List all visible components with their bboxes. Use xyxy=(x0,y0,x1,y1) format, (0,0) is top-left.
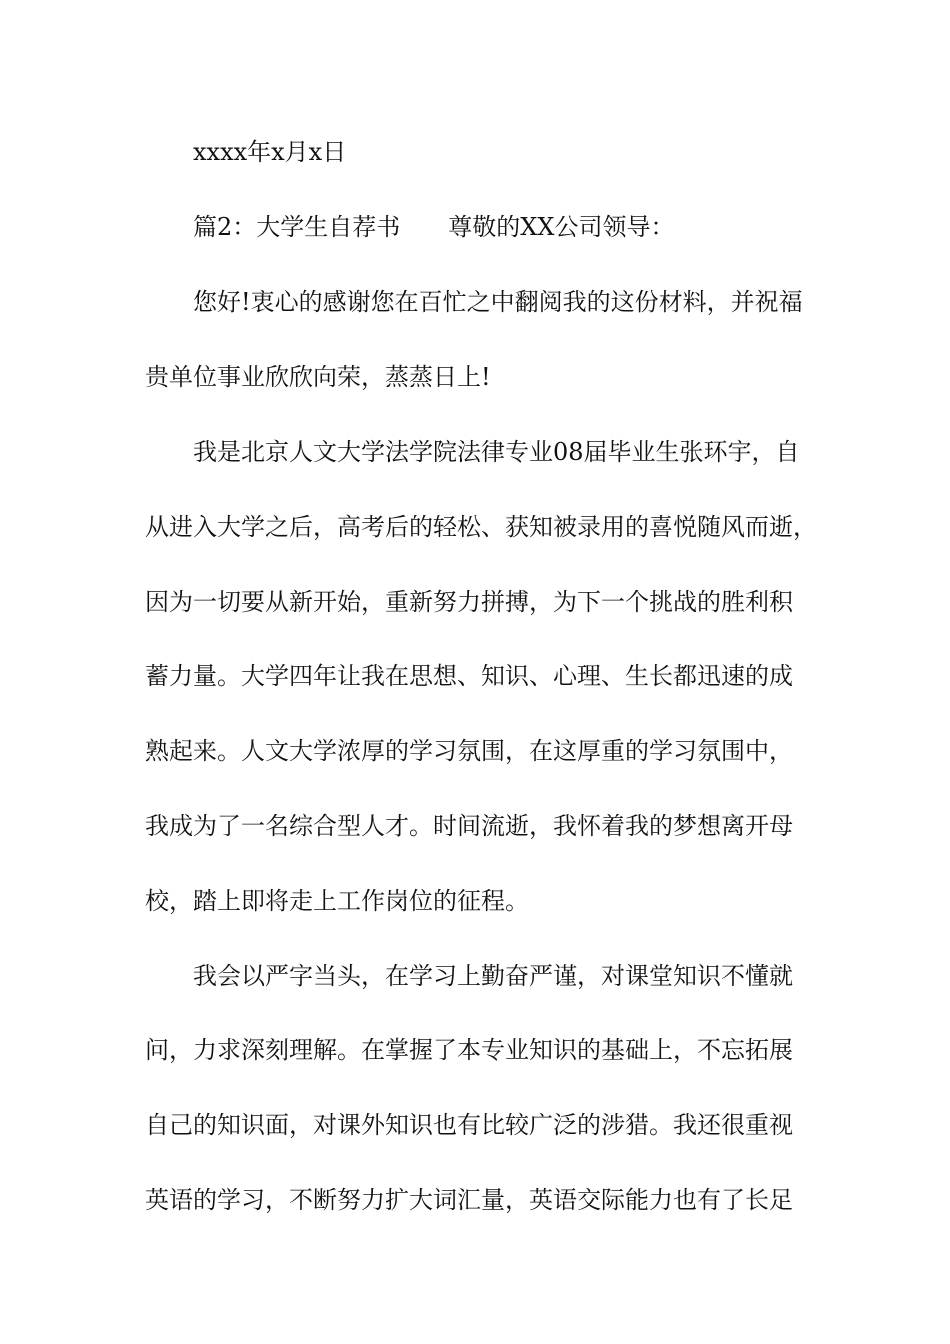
paragraph-line: 从进入大学之后，高考后的轻松、获知被录用的喜悦随风而逝， xyxy=(145,513,817,541)
paragraph-line: 问，力求深刻理解。在掌握了本专业知识的基础上，不忘拓展 xyxy=(145,1036,793,1064)
section-title: 篇2：大学生自荐书 xyxy=(193,213,401,241)
date-line: xxxx年x月x日 xyxy=(193,138,347,166)
section-heading-line xyxy=(193,212,873,242)
paragraph-line: 我是北京人文大学法学院法律专业08届毕业生张环宇，自 xyxy=(193,438,800,466)
paragraph-line: 我会以严字当头，在学习上勤奋严谨，对课堂知识不懂就 xyxy=(193,962,793,990)
paragraph-line: 我成为了一名综合型人才。时间流逝，我怀着我的梦想离开母 xyxy=(145,812,793,840)
paragraph-line: 熟起来。人文大学浓厚的学习氛围，在这厚重的学习氛围中， xyxy=(145,737,793,765)
paragraph-line: 您好!衷心的感谢您在百忙之中翻阅我的这份材料，并祝福 xyxy=(193,288,803,316)
paragraph-line: 自己的知识面，对课外知识也有比较广泛的涉猎。我还很重视 xyxy=(145,1111,793,1139)
salutation: 尊敬的XX公司领导： xyxy=(448,213,675,241)
paragraph-line: 贵单位事业欣欣向荣，蒸蒸日上! xyxy=(145,363,491,391)
paragraph-line: 校，踏上即将走上工作岗位的征程。 xyxy=(145,887,529,915)
paragraph-line: 因为一切要从新开始，重新努力拼搏，为下一个挑战的胜利积 xyxy=(145,588,793,616)
paragraph-line: 蓄力量。大学四年让我在思想、知识、心理、生长都迅速的成 xyxy=(145,662,793,690)
paragraph-line: 英语的学习，不断努力扩大词汇量，英语交际能力也有了长足 xyxy=(145,1186,793,1214)
